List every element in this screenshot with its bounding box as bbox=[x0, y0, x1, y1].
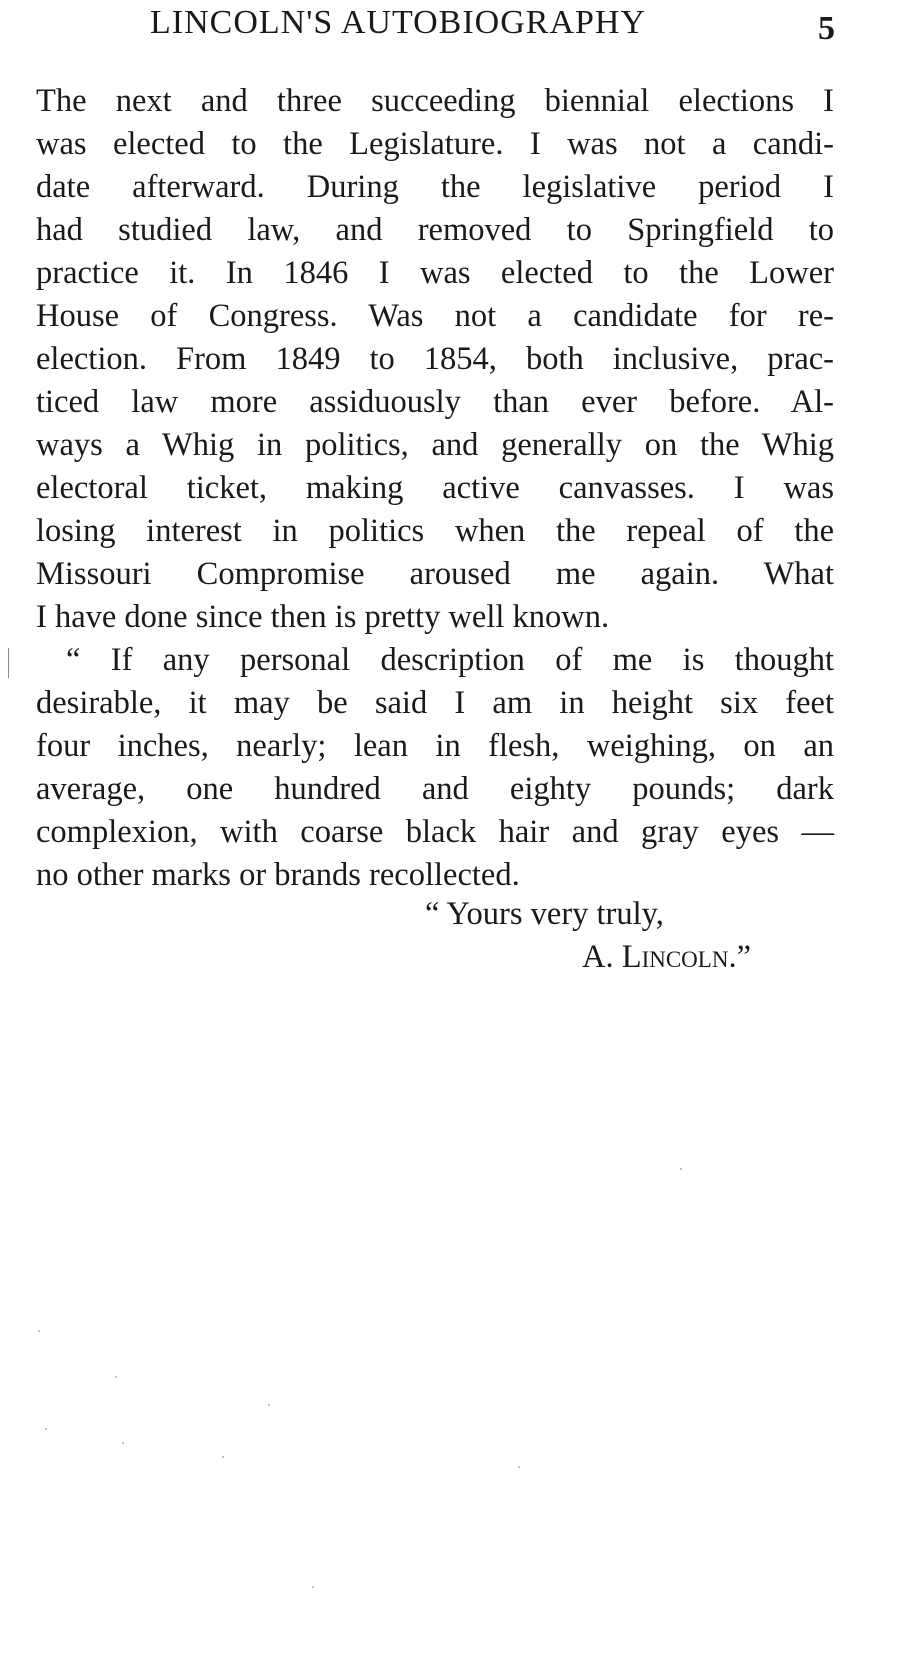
text-line: ticed law more assiduously than ever before. Al- bbox=[36, 384, 834, 420]
text-line: “ If any personal description of me is thought bbox=[66, 642, 834, 678]
text-line: I have done since then is pretty well known. bbox=[36, 599, 610, 635]
text-line: electoral ticket, making active canvasses. I was bbox=[36, 470, 834, 506]
text-line: The next and three succeeding biennial elections I bbox=[36, 83, 834, 119]
text-line: House of Congress. Was not a candidate for re- bbox=[36, 298, 834, 334]
text-line: four inches, nearly; lean in flesh, weighing, on an bbox=[36, 728, 834, 764]
text-line: complexion, with coarse black hair and gray eyes — bbox=[36, 814, 834, 850]
closing-salutation: “ Yours very truly, bbox=[425, 896, 664, 932]
scan-speck bbox=[38, 1330, 40, 1332]
running-head bbox=[0, 2, 900, 52]
text-line: average, one hundred and eighty pounds; dark bbox=[36, 771, 834, 807]
text-line: losing interest in politics when the repeal of the bbox=[36, 513, 834, 549]
running-title: LINCOLN'S AUTOBIOGRAPHY bbox=[150, 4, 647, 41]
text-line: date afterward. During the legislative period I bbox=[36, 169, 834, 205]
scan-speck bbox=[312, 1586, 314, 1588]
scan-speck bbox=[518, 1466, 520, 1468]
page-number: 5 bbox=[818, 10, 835, 47]
scan-speck bbox=[268, 1404, 270, 1406]
scan-speck bbox=[122, 1442, 124, 1444]
text-line: was elected to the Legislature. I was not a candi- bbox=[36, 126, 834, 162]
margin-mark bbox=[8, 648, 9, 678]
scan-speck bbox=[680, 1168, 682, 1170]
text-line: had studied law, and removed to Springfield to bbox=[36, 212, 834, 248]
text-line: no other marks or brands recollected. bbox=[36, 857, 520, 893]
signature: A. Lincoln.” bbox=[582, 939, 752, 975]
scan-speck bbox=[222, 1456, 224, 1458]
body-text bbox=[36, 80, 834, 897]
scan-speck bbox=[45, 1428, 47, 1430]
text-line: ways a Whig in politics, and generally on the Whig bbox=[36, 427, 834, 463]
text-line: Missouri Compromise aroused me again. What bbox=[36, 556, 834, 592]
scan-speck bbox=[115, 1376, 117, 1378]
text-line: desirable, it may be said I am in height six feet bbox=[36, 685, 834, 721]
text-line: election. From 1849 to 1854, both inclusive, prac- bbox=[36, 341, 834, 377]
text-line: practice it. In 1846 I was elected to the Lower bbox=[36, 255, 834, 291]
